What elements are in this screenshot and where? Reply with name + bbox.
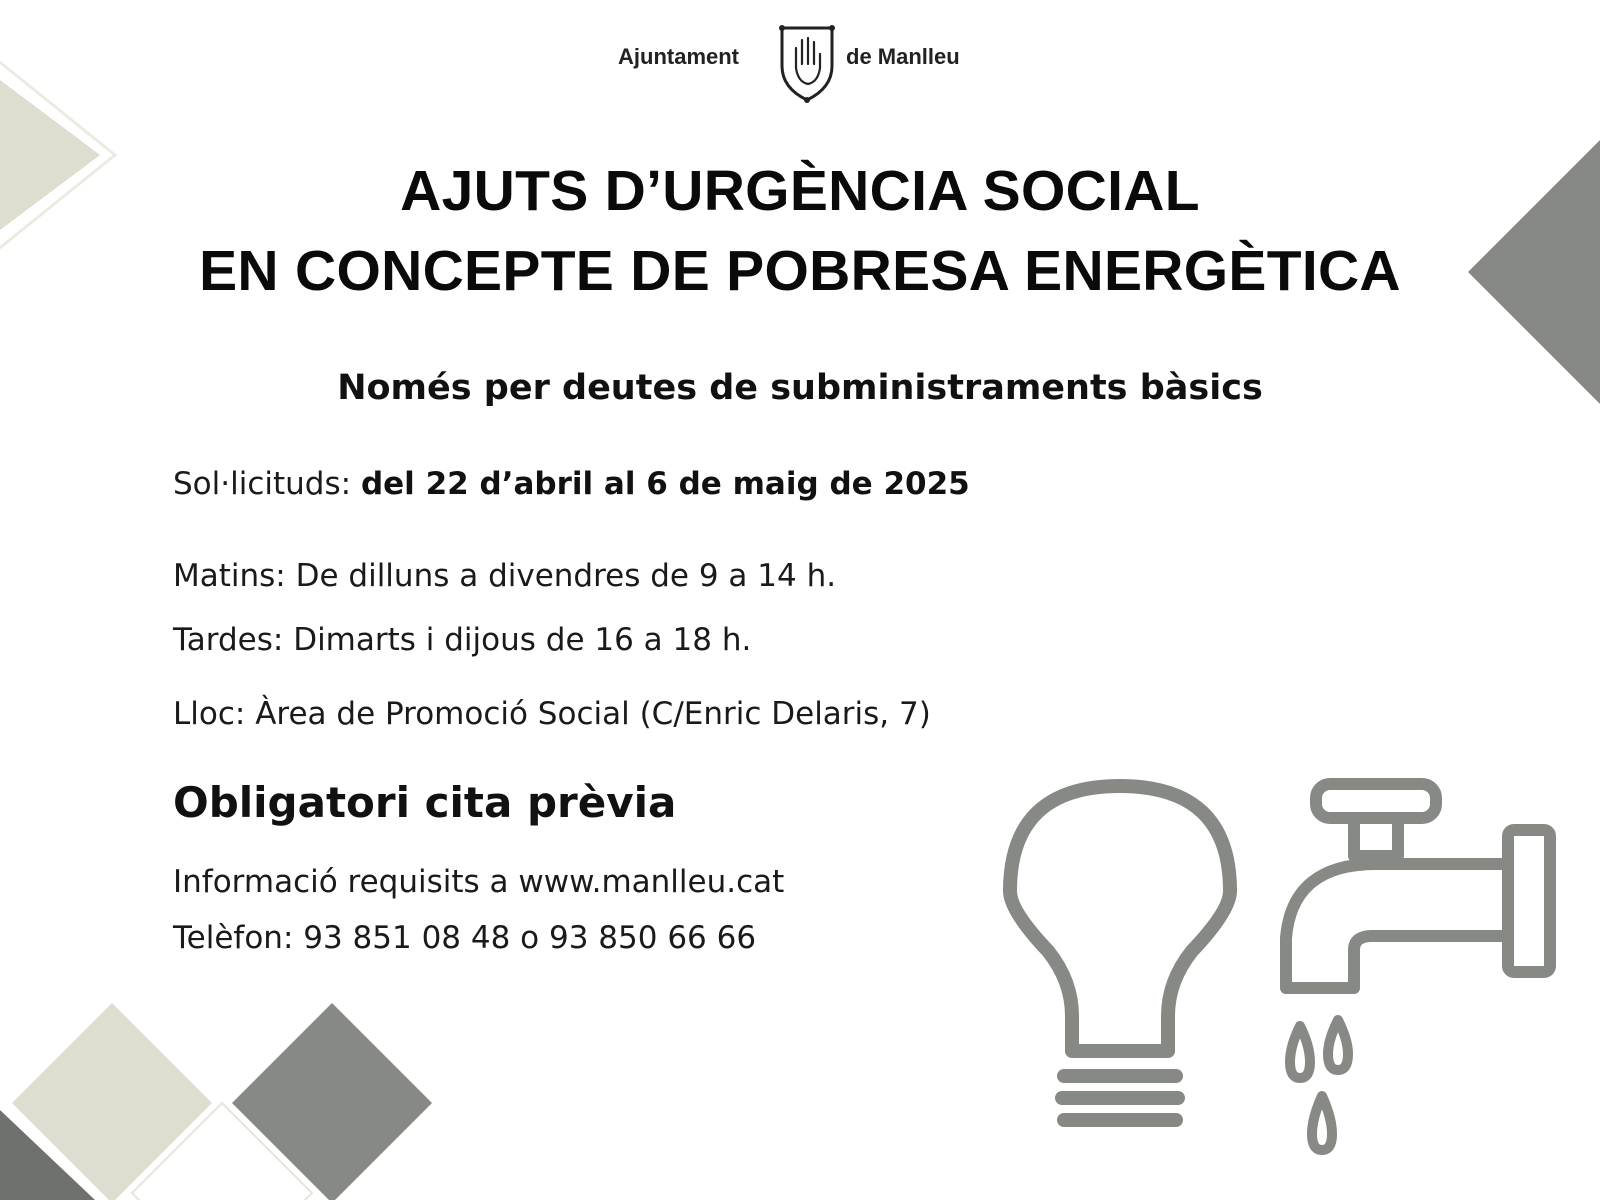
appointment-required-heading: Obligatori cita prèvia: [173, 778, 677, 827]
logo-text-ajuntament: Ajuntament: [618, 44, 739, 69]
location-text: Lloc: Àrea de Promoció Social (C/Enric Delaris, 7): [173, 696, 931, 732]
hand-crest-icon: [776, 18, 838, 104]
water-tap-icon: [1276, 778, 1584, 1200]
lightbulb-icon: [1000, 776, 1260, 1200]
requests-dates: del 22 d’abril al 6 de maig de 2025: [360, 466, 970, 502]
logo-text-manlleu: de Manlleu: [846, 44, 960, 69]
page-title-line-1: AJUTS D’URGÈNCIA SOCIAL: [400, 159, 1200, 223]
phone-text: Telèfon: 93 851 08 48 o 93 850 66 66: [173, 920, 757, 956]
afternoons-schedule: Tardes: Dimarts i dijous de 16 a 18 h.: [173, 622, 752, 658]
mornings-schedule: Matins: De dilluns a divendres de 9 a 14 h.: [173, 558, 837, 594]
requests-label: Sol·licituds:: [173, 466, 352, 502]
top-left-beige-diamond: [0, 50, 100, 260]
subtitle: Només per deutes de subministraments bàsics: [337, 368, 1263, 408]
requests-line: [173, 466, 970, 502]
page-title-line-2: EN CONCEPTE DE POBRESA ENERGÈTICA: [199, 239, 1401, 303]
info-requirements-text: Informació requisits a www.manlleu.cat: [173, 864, 785, 900]
